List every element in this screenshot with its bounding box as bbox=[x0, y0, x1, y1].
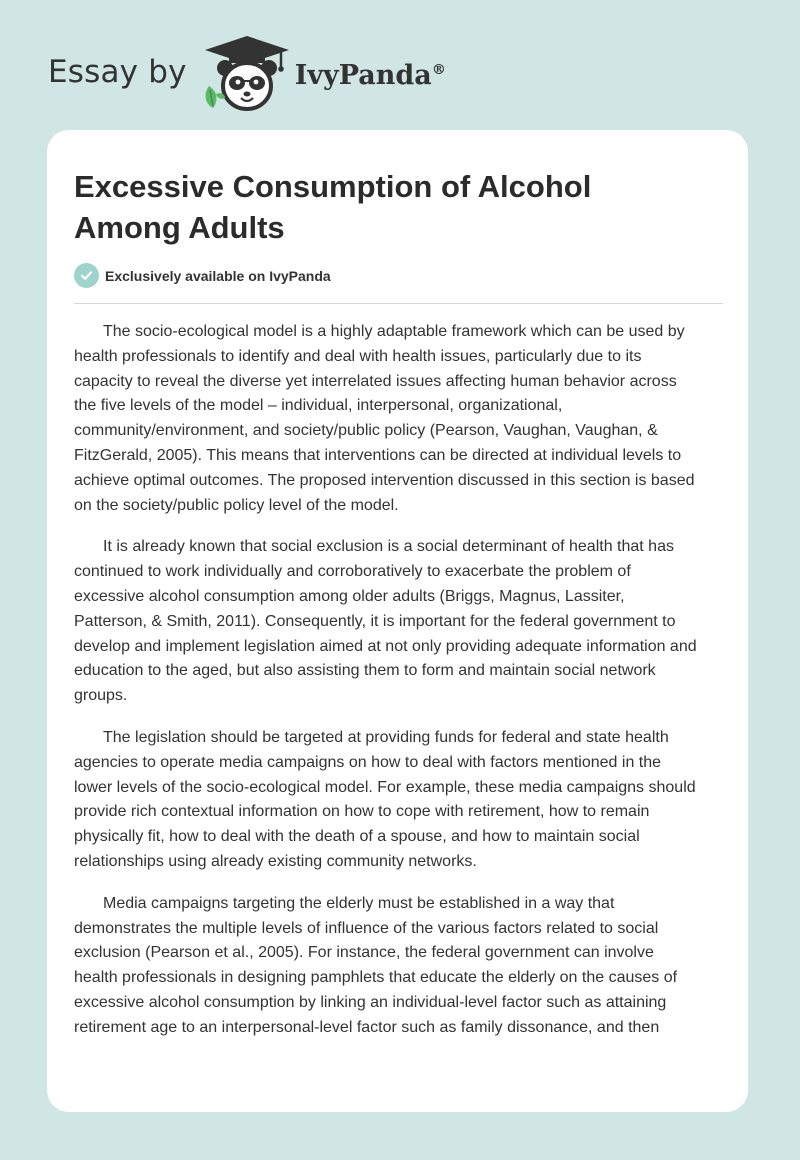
essay-title: Excessive Consumption of Alcohol Among Adults bbox=[74, 169, 592, 245]
paragraph: The legislation should be targeted at providing funds for federal and state health agencies to operate media campaigns on how to deal with factors mentioned in the lower levels of the socio-ecological model. For example, these media campaigns should provide rich contextual information on how to cope with retirement, how to remain physically fit, how to deal with the death of a spouse, and how to maintain social relationships using already existing community networks. bbox=[74, 728, 696, 870]
registered-mark: ® bbox=[431, 61, 446, 78]
paragraph: It is already known that social exclusion is a social determinant of health that has continued to work individually and corroboratively to exacerbate the problem of excessive alcohol consumption among older adults (Briggs, Magnus, Lassiter, Patterson, & Smith, 2011). Consequently, it is important for the federal government to develop and implement legislation aimed at not only providing adequate information and education to the aged, but also assisting them to form and maintain social network groups. bbox=[74, 538, 697, 705]
checkmark-icon bbox=[74, 263, 99, 288]
paragraph: The socio-ecological model is a highly adaptable framework which can be used by health professionals to identify and deal with health issues, particularly due to its capacity to reveal the diverse yet interrelated issues affecting human behavior across the five levels of the model – individual, interpersonal, organizational, community/environment, and society/public policy (Pearson, Vaughan, Vaughan, & FitzGerald, 2005). This means that interventions can be directed at individual levels to achieve optimal outcomes. The proposed intervention discussed in this section is based on the society/public policy level of the model. bbox=[74, 323, 695, 514]
brand-prefix: Essay by bbox=[48, 54, 187, 90]
essay-card bbox=[47, 130, 748, 1112]
exclusive-text: Exclusively available on IvyPanda bbox=[105, 267, 331, 284]
brand-name bbox=[295, 60, 446, 91]
exclusive-label bbox=[74, 263, 331, 288]
graduate-panda-icon bbox=[201, 34, 293, 114]
essay-body bbox=[74, 320, 724, 1058]
brand-name-text: IvyPanda bbox=[294, 59, 432, 91]
divider bbox=[74, 303, 723, 304]
brand-header bbox=[48, 34, 446, 114]
paragraph: Media campaigns targeting the elderly must be established in a way that demonstrates the multiple levels of influence of the various factors related to social exclusion (Pearson et al., 2005). For instance, the federal government can involve health professionals in designing pamphlets that educate the elderly on the causes of excessive alcohol consumption by linking an individual-level factor such as attaining retirement age to an interpersonal-level factor such as family dissonance, and then bbox=[74, 894, 678, 1036]
